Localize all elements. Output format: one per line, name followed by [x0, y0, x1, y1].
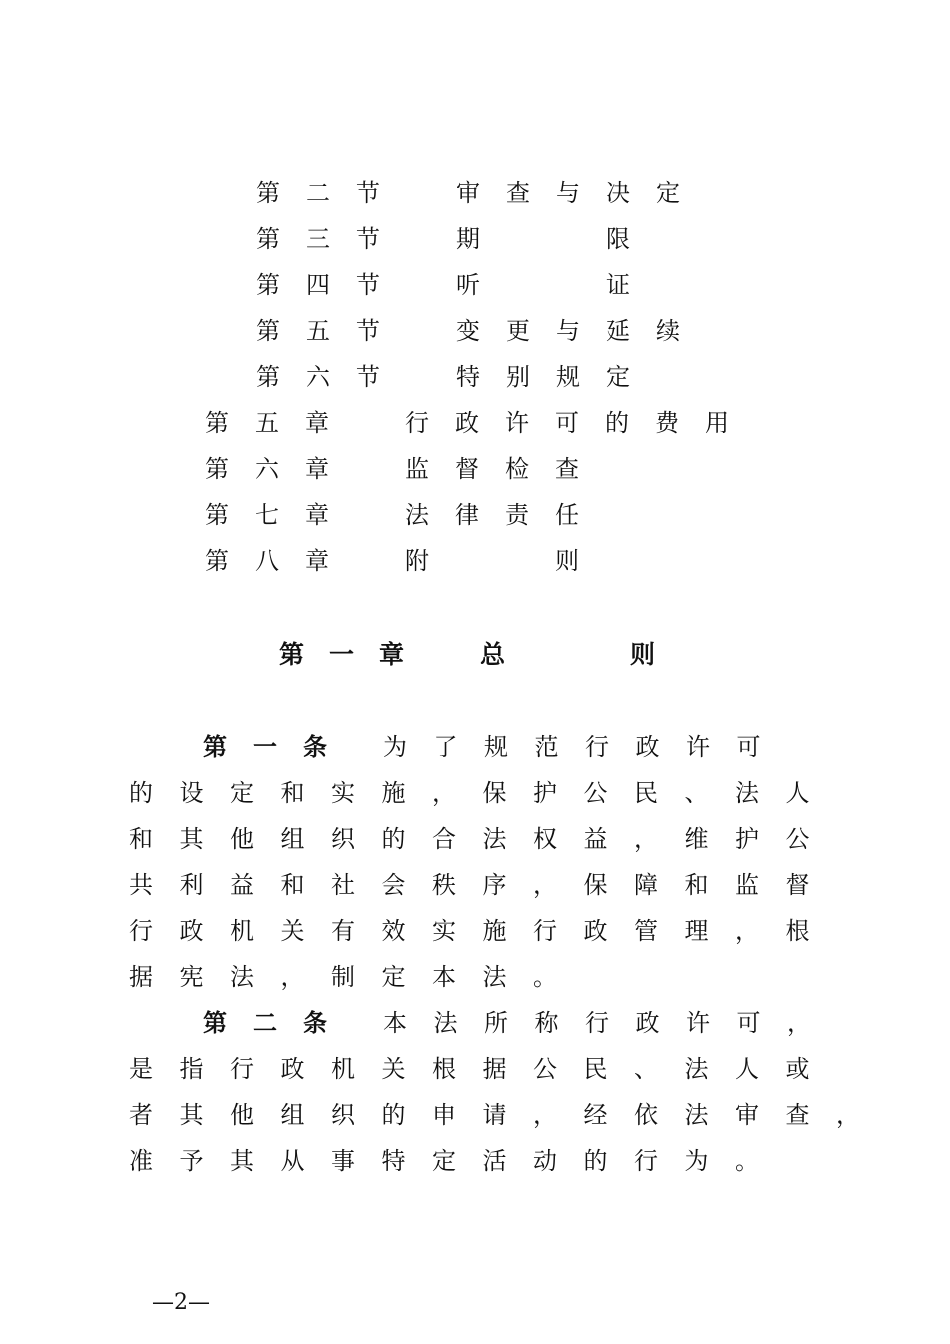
toc-chapter-title: 法律责任 — [405, 501, 605, 529]
toc-section-number: 第四节 — [256, 271, 406, 299]
toc-chapter-title: 监督检查 — [405, 455, 605, 483]
chapter-heading-number: 第一章 — [279, 640, 430, 669]
article-2-line: 者其他组织的申请，经依法审查， — [129, 1101, 887, 1129]
toc-section-title: 特别规定 — [456, 363, 656, 391]
article-label: 第一条 — [203, 733, 353, 761]
toc-section-title: 期 限 — [456, 225, 656, 253]
toc-chapter-number: 第八章 — [205, 547, 355, 575]
toc-chapter-title: 行政许可的费用 — [405, 409, 755, 437]
toc-section-number: 第二节 — [256, 179, 406, 207]
page-number: —2— — [152, 1290, 210, 1315]
toc-section-title: 审查与决定 — [456, 179, 706, 207]
article-1-line: 据宪法，制定本法。 — [129, 963, 584, 991]
toc-chapter-number: 第六章 — [205, 455, 355, 483]
article-text: 本法所称行政许可， — [383, 1009, 838, 1037]
toc-chapter-title: 附 则 — [405, 547, 605, 575]
article-label: 第二条 — [203, 1009, 353, 1037]
toc-section-title: 听 证 — [456, 271, 656, 299]
chapter-heading-title-part1: 总 — [480, 640, 506, 669]
toc-section-number: 第三节 — [256, 225, 406, 253]
article-text: 为了规范行政许可 — [383, 733, 787, 761]
article-1-line: 的设定和实施，保护公民、法人 — [129, 779, 836, 807]
article-1-line: 共利益和社会秩序，保障和监督 — [129, 871, 836, 899]
chapter-heading-title-part2: 则 — [630, 640, 656, 669]
toc-section-number: 第六节 — [256, 363, 406, 391]
toc-section-title: 变更与延续 — [456, 317, 706, 345]
article-1-line: 行政机关有效实施行政管理，根 — [129, 917, 836, 945]
article-1-first-line — [203, 735, 787, 759]
toc-chapter-number: 第七章 — [205, 501, 355, 529]
toc-section-number: 第五节 — [256, 317, 406, 345]
article-2-line: 是指行政机关根据公民、法人或 — [129, 1055, 836, 1083]
article-2-first-line — [203, 1011, 838, 1035]
article-2-line: 准予其从事特定活动的行为。 — [129, 1147, 786, 1175]
article-1-line: 和其他组织的合法权益，维护公 — [129, 825, 836, 853]
toc-chapter-number: 第五章 — [205, 409, 355, 437]
